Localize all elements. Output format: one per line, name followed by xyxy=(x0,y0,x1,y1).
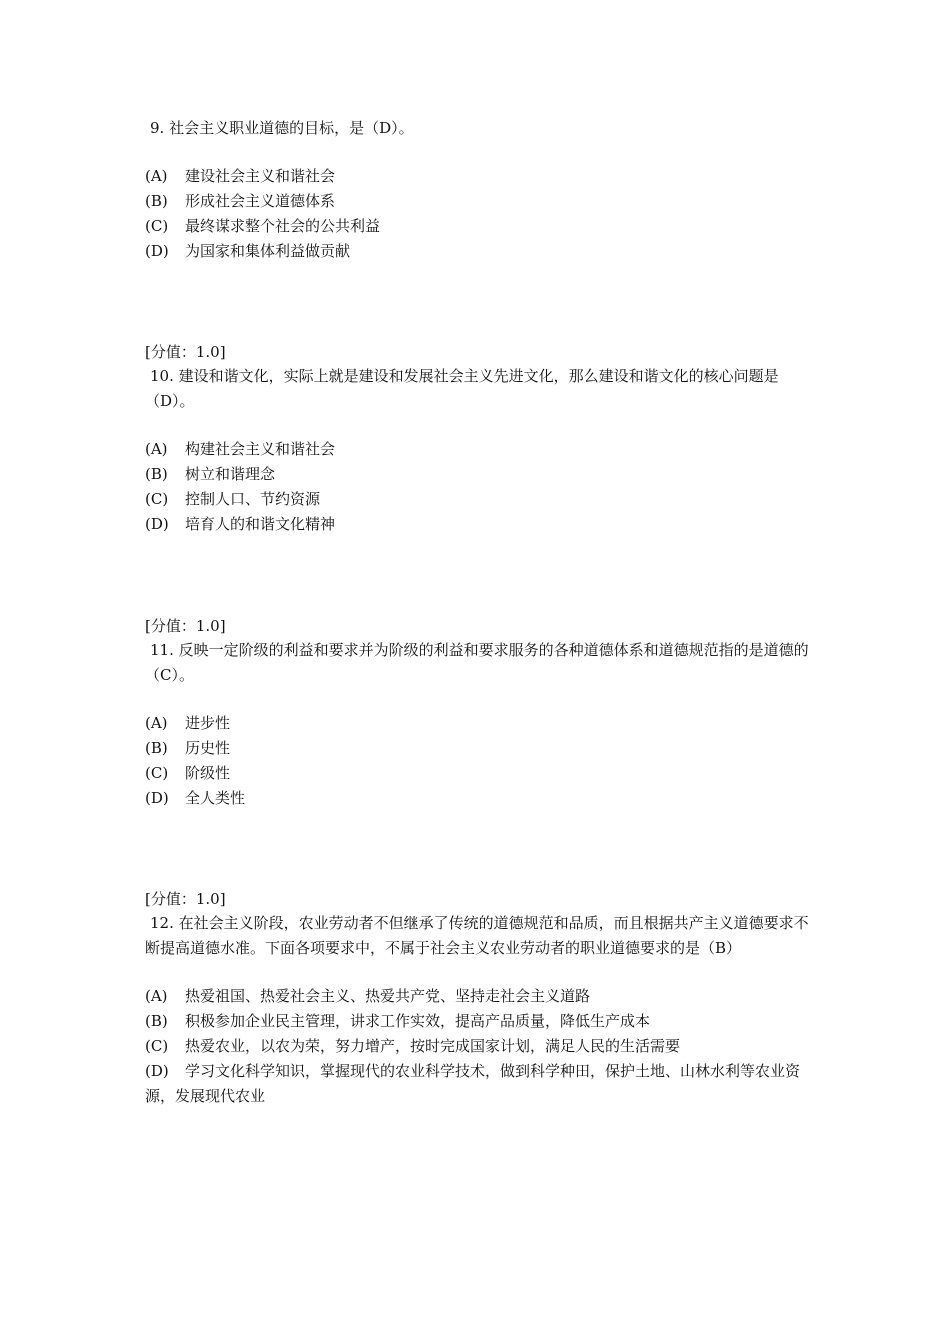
option-key: (B) xyxy=(145,465,168,483)
question-number: 11. xyxy=(150,641,174,659)
option-b xyxy=(145,1009,810,1034)
option-text: 全人类性 xyxy=(185,789,246,807)
option-text: 历史性 xyxy=(185,739,231,757)
option-key: (C) xyxy=(145,764,169,782)
option-text: 培育人的和谐文化精神 xyxy=(185,515,336,533)
option-key: (C) xyxy=(145,217,169,235)
option-key: (D) xyxy=(145,515,169,533)
score-label: [分值：1.0] xyxy=(145,890,226,908)
option-key: (A) xyxy=(145,987,168,1005)
option-key: (C) xyxy=(145,490,169,508)
question-block-12 xyxy=(145,887,810,1109)
option-key: (D) xyxy=(145,789,169,807)
question-stem xyxy=(145,911,810,961)
option-text: 树立和谐理念 xyxy=(185,465,276,483)
options-list xyxy=(145,164,810,264)
option-text: 热爱农业，以农为荣，努力增产，按时完成国家计划，满足人民的生活需要 xyxy=(185,1037,681,1055)
question-block-11 xyxy=(145,614,810,811)
option-c xyxy=(145,214,810,239)
option-text: 形成社会主义道德体系 xyxy=(185,192,336,210)
question-number: 9. xyxy=(150,119,165,137)
question-number: 12. xyxy=(150,914,174,932)
option-c xyxy=(145,487,810,512)
option-text: 构建社会主义和谐社会 xyxy=(185,440,336,458)
option-key: (D) xyxy=(145,242,169,260)
option-key: (A) xyxy=(145,167,168,185)
option-key: (A) xyxy=(145,440,168,458)
question-text: 社会主义职业道德的目标，是（D）。 xyxy=(169,119,414,137)
score-label: [分值：1.0] xyxy=(145,617,226,635)
options-list xyxy=(145,984,810,1109)
question-text: 在社会主义阶段，农业劳动者不但继承了传统的道德规范和品质，而且根据共产主义道德要求不断提高道德水准。下面各项要求中，不属于社会主义农业劳动者的职业道德要求的是（B） xyxy=(145,914,809,957)
option-d xyxy=(145,512,810,537)
option-a xyxy=(145,711,810,736)
question-stem xyxy=(145,638,810,688)
option-a xyxy=(145,984,810,1009)
option-c xyxy=(145,761,810,786)
option-b xyxy=(145,189,810,214)
question-number: 10. xyxy=(150,367,174,385)
option-d xyxy=(145,239,810,264)
option-d xyxy=(145,786,810,811)
option-text: 进步性 xyxy=(185,714,231,732)
question-stem xyxy=(145,364,810,414)
question-stem xyxy=(145,116,810,141)
score-label: [分值：1.0] xyxy=(145,343,226,361)
question-block-10 xyxy=(145,340,810,537)
options-list xyxy=(145,711,810,811)
option-text: 学习文化科学知识，掌握现代的农业科学技术，做到科学种田，保护土地、山林水利等农业资源，发展现代农业 xyxy=(145,1062,801,1105)
option-text: 为国家和集体利益做贡献 xyxy=(185,242,351,260)
question-text: 反映一定阶级的利益和要求并为阶级的利益和要求服务的各种道德体系和道德规范指的是道德的（C）。 xyxy=(145,641,809,684)
question-text: 建设和谐文化，实际上就是建设和发展社会主义先进文化，那么建设和谐文化的核心问题是（D）。 xyxy=(145,367,779,410)
option-key: (A) xyxy=(145,714,168,732)
option-text: 控制人口、节约资源 xyxy=(185,490,321,508)
option-key: (D) xyxy=(145,1062,169,1080)
question-block-9 xyxy=(145,116,810,264)
option-text: 热爱祖国、热爱社会主义、热爱共产党、坚持走社会主义道路 xyxy=(185,987,591,1005)
option-c xyxy=(145,1034,810,1059)
option-text: 积极参加企业民主管理，讲求工作实效，提高产品质量，降低生产成本 xyxy=(185,1012,651,1030)
option-a xyxy=(145,437,810,462)
option-text: 阶级性 xyxy=(185,764,231,782)
option-key: (B) xyxy=(145,1012,168,1030)
options-list xyxy=(145,437,810,537)
option-b xyxy=(145,736,810,761)
option-key: (C) xyxy=(145,1037,169,1055)
option-b xyxy=(145,462,810,487)
option-key: (B) xyxy=(145,739,168,757)
option-d xyxy=(145,1059,810,1109)
option-text: 最终谋求整个社会的公共利益 xyxy=(185,217,381,235)
option-text: 建设社会主义和谐社会 xyxy=(185,167,336,185)
option-a xyxy=(145,164,810,189)
option-key: (B) xyxy=(145,192,168,210)
